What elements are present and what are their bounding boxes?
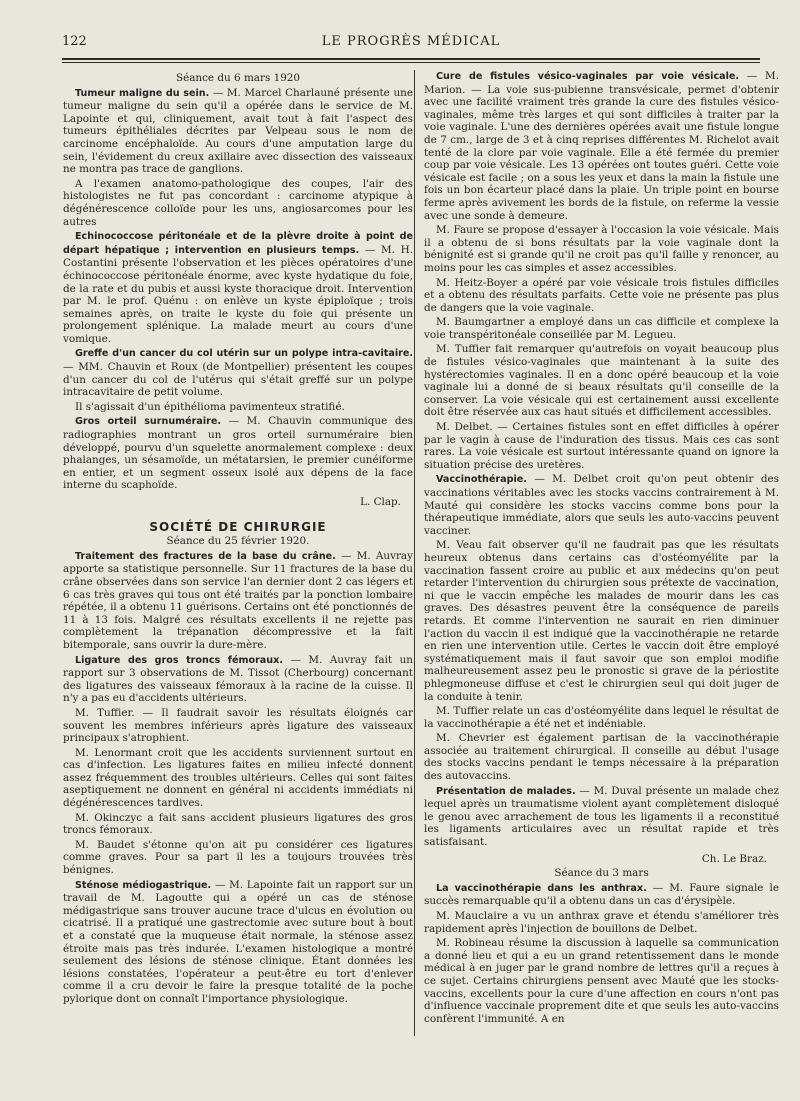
paragraph [63, 654, 413, 705]
paragraph-text: — M. Auvray apporte sa statistique personnelle. Sur 11 fractures de la base du crâne observées dans son service l'an dernier dont 2 cas légers et 6 cas très graves qui tous ont été traités par la ponction lombaire répétée, il a obtenu 11 guérisons. Certains ont été ponctionnés de 11 à 13 fois. Malgré ces résultats excellents il ne rejette pas complètement la trépanation décompressive et la fait bitemporale, sans ouvrir la dure-mère. [63, 549, 413, 651]
paragraph-text: — M. Marion. — La voie sus-pubienne transvésicale, permet d'obtenir avec une facilité vraiment très grande la cure des fistules vésico-vaginales, même très larges et qui sont difficiles à traiter par la voie vaginale. L'une des dernières opérées avait une fistule longue de 7 cm., large de 3 et à cinq reprises différentes M. Richelot avait tenté de la clore par voie vaginale. Elle a été fermée du premier coup par voie vésicale. Les 13 opérées ont toutes guéri. Cette voie vésicale est facile ; on a sous les yeux et dans la main la fistule une fois un bon écarteur placé dans la plaie. Un triple point en bourse ferme après avivement les bords de la fistule, on referme la vessie avec une sonde à demeure. [424, 70, 779, 222]
paragraph [63, 87, 413, 176]
signature: Ch. Le Braz. [701, 852, 767, 865]
page-header [62, 28, 760, 54]
paragraph [63, 415, 413, 492]
paragraph-text: — MM. Chauvin et Roux (de Montpellier) présentent les coupes d'un cancer du col de l'utérus qui s'était greffé sur un polype intracavitaire de petit volume. [63, 361, 413, 399]
paragraph-heading: Traitement des fractures de la base du crâne. [75, 550, 336, 562]
paragraph: A l'examen anatomo-pathologique des coupes, l'air des histologistes ne fut pas concordant : carcinome atypique à dégénérescence colloïde pour les uns, angiosarcomes pour les autres [63, 177, 413, 228]
paragraph: M. Baudet s'étonne qu'on ait pu considérer ces ligatures comme graves. Pour sa part il les a toujours trouvées très bénignes. [63, 838, 413, 877]
paragraph-heading: Cure de fistules vésico-vaginales par voie vésicale. [436, 71, 740, 82]
paragraph [63, 879, 413, 1006]
paragraph-heading: Tumeur maligne du sein. [75, 87, 210, 99]
paragraph-text: — M. Delbet croit qu'on peut obtenir des vaccinations véritables avec les stocks vaccins contrairement à M. Mauté qui considère les stocks vaccins comme bons pour la thérapeutique immédiate, alors que seuls les auto-vaccins peuvent vacciner. [424, 473, 780, 537]
paragraph [424, 882, 779, 908]
paragraph-heading: Présentation de malades. [436, 785, 576, 797]
paragraph-heading: Echinococcose péritonéale et de la plèvre droite à point de départ hépatique ; intervention en plusieurs temps. [63, 231, 413, 256]
paragraph: M. Baumgartner a employé dans un cas difficile et complexe la voie transpéritonéale conseillée par M. Legueu. [424, 316, 779, 341]
header-rule-thin [62, 62, 760, 63]
page-number: 122 [62, 34, 87, 49]
header-rule [62, 58, 760, 60]
paragraph-text: — M. Chauvin communique des radiographies montrant un gros orteil surnuméraire bien développé, pourvu d'un squelette anormalement complexe : deux phalanges, un sésamoïde, un métatarsien, le premier cunéiforme en entier, et un segment osseux isolé aux dépens de la face interne du scaphoïde. [63, 415, 413, 492]
paragraph-heading: Greffe d'un cancer du col utérin sur un polype intra-cavitaire. [75, 348, 413, 360]
paragraph: M. Tuffier relate un cas d'ostéomyélite dans lequel le résultat de la vaccinothérapie a été net et indéniable. [424, 705, 779, 730]
paragraph: M. Faure se propose d'essayer à l'occasion la voie vésicale. Mais il a obtenu de si bons résultats par la voie vaginale dont la bénignité est si grande qu'il ne croit pas qu'il faille y renoncer, au moins pour les cas simples et assez accessibles. [424, 224, 779, 274]
session-date: Séance du 6 mars 1920 [175, 72, 301, 84]
paragraph: M. Heitz-Boyer a opéré par voie vésicale trois fistules difficiles et a obtenu des résultats parfaits. Cette voie ne présente pas plus de dangers que la voie vaginale. [424, 276, 779, 314]
paragraph-heading: La vaccinothérapie dans les anthrax. [436, 882, 647, 894]
paragraph: Il s'agissait d'un épithélioma pavimenteux stratifié. [75, 400, 345, 413]
paragraph [424, 785, 779, 849]
right-column [424, 70, 779, 1031]
session-date: Séance du 3 mars [554, 867, 649, 880]
signature: L. Clap. [360, 496, 401, 508]
paragraph-text: — M. Lapointe fait un rapport sur un travail de M. Lagoutte qui a opéré un cas de sténose médigastrique sans trouver aucune trace d'ulcus en évolution ou cicatrisé. Il a pratiqué une gastrectomie avec suture bout à bout et a constaté que la muqueuse était normale, la sténose assez étroite mais pas très indurée. L'examen histologique a montré seulement des lésions de sténose clinique. Étant données les lésions constatées, l'opérateur a peut-être eu tort d'enlever comme il a cru devoir le faire la presque totalité de la poche pylorique dont on connaît l'importance physiologique. [63, 878, 413, 1005]
paragraph [424, 473, 779, 537]
paragraph [63, 550, 413, 652]
paragraph-text: — M. Faure signale le succès remarquable qu'il a obtenu dans un cas d'érysipèle. [424, 881, 779, 908]
paragraph-heading: Ligature des gros troncs fémoraux. [75, 654, 283, 666]
paragraph-heading: Gros orteil surnuméraire. [75, 416, 222, 428]
paragraph: M. Robineau résume la discussion à laquelle sa communication a donné lieu et qui a eu un grand retentissement dans le monde médical à en juger par le grand nombre de lettres qu'il a reçues à ce sujet. Certains chirurgiens pensent avec Mauté que les stocks-vaccins, excellents pour la cure d'une affection en cours n'ont pas d'influence vaccinale proprement dite et que seuls les auto-vaccins confèrent l'immunité. A en [424, 937, 779, 1025]
paragraph-text: — M. Auvray fait un rapport sur 3 observations de M. Tissot (Cherbourg) concernant des ligatures des vaisseaux fémoraux à la racine de la cuisse. Il n'y a pas eu d'accidents ultérieurs. [63, 653, 413, 705]
paragraph: M. Tuffier fait remarquer qu'autrefois on voyait beaucoup plus de fistules vésico-vaginales que maintenant à la suite des hystérectomies vaginales. Il en a donc opéré beaucoup et la voie vaginale lui a donné de si beaux résultats qu'il conseille de la conserver. La voie vésicale qui est certainement aussi excellente doit être réservée aux cas haut situés et difficilement accessibles. [424, 343, 779, 419]
paragraph-text: — M. H. Costantini présente l'observation et les pièces opératoires d'une échinococcose péritonéale énorme, avec kyste hydatique du foie, de la rate et du pubis et aussi kyste thoracique droit. Intervention par M. le prof. Quénu : on enlève un kyste épiploïque ; trois semaines après, on traite le kyste du foie qui présente un prolongement splénique. La malade meurt au cours d'une vomique. [63, 243, 413, 345]
column-divider [414, 70, 415, 1036]
paragraph: M. Chevrier est également partisan de la vaccinothérapie associée au traitement chirurgical. Il conseille au début l'usage des stocks vaccins pendant le temps nécessaire à la préparation des autovaccins. [424, 732, 779, 783]
paragraph-text: — M. Marcel Charlauné présente une tumeur maligne du sein qu'il a opérée dans le service de M. Lapointe et qui, cliniquement, avait tout à fait l'aspect des tumeurs épithéliales décrites par Velpeau sous le nom de carcinome encéphaloïde. Au cours d'une amputation large du sein, l'évidement du creux axillaire avec dissection des vaisseaux ne montra pas trace de ganglions. [63, 86, 413, 176]
left-column [63, 70, 413, 1008]
paragraph: M. Delbet. — Certaines fistules sont en effet difficiles à opérer par le vagin à cause de l'induration des tissus. Mais ces cas sont rares. La voie vésicale est surtout intéressante quand on ignore la situation précise des uretères. [424, 421, 779, 471]
paragraph-heading: Vaccinothérapie. [436, 474, 527, 486]
paragraph: M. Tuffier. — Il faudrait savoir les résultats éloignés car souvent les membres inférieurs après ligature des vaisseaux principaux s'atrophient. [63, 706, 413, 745]
paragraph: M. Okinczyc a fait sans accident plusieurs ligatures des gros troncs fémoraux. [63, 811, 413, 837]
paragraph: M. Veau fait observer qu'il ne faudrait pas que les résultats heureux obtenus dans certains cas d'ostéomyélite par la vaccination fassent croire au public et aux médecins qu'on peut retarder l'intervention du chirurgien sous prétexte de vaccination, ni que le vaccin empêche les malades de mourir dans les cas graves. Des désastres peuvent être la conséquence de pareils retards. Et comme l'intervention ne saurait en rien diminuer l'action du vaccin il est indiqué que la vaccinothérapie ne retarde en rien une intervention utile. Certes le vaccin doit être employé systématiquement mais il faut savoir que son emploi modifie malheureusement assez peu le pronostic si grave de la périostite phlegmoneuse diffuse et c'est le chirurgien seul qui doit juger de la conduite à tenir. [424, 539, 779, 703]
paragraph [424, 70, 779, 222]
paragraph [63, 347, 413, 398]
paragraph [63, 230, 413, 345]
paragraph-text: — M. Duval présente un malade chez lequel après un traumatisme violent ayant complètement disloqué le genou avec arrachement de tous les ligaments il a reconstitué les ligaments articulaires avec un résultat rapide et très satisfaisant. [424, 784, 779, 849]
paragraph: M. Mauclaire a vu un anthrax grave et étendu s'améliorer très rapidement après l'injection de bouillons de Delbet. [424, 910, 779, 935]
paragraph: M. Lenormant croit que les accidents surviennent surtout en cas d'infection. Les ligatures faites en milieu infecté donnent assez fréquemment des troubles ultérieurs. Celles qui sont faites aseptiquement ne donnent en général ni accidents immédiats ni dégénérescences tardives. [63, 746, 413, 810]
journal-title: LE PROGRÈS MÉDICAL [321, 34, 501, 49]
society-title: SOCIÉTÉ DE CHIRURGIE [149, 519, 327, 534]
session-date: Séance du 25 février 1920. [166, 535, 310, 548]
paragraph-heading: Sténose médiogastrique. [75, 879, 212, 891]
